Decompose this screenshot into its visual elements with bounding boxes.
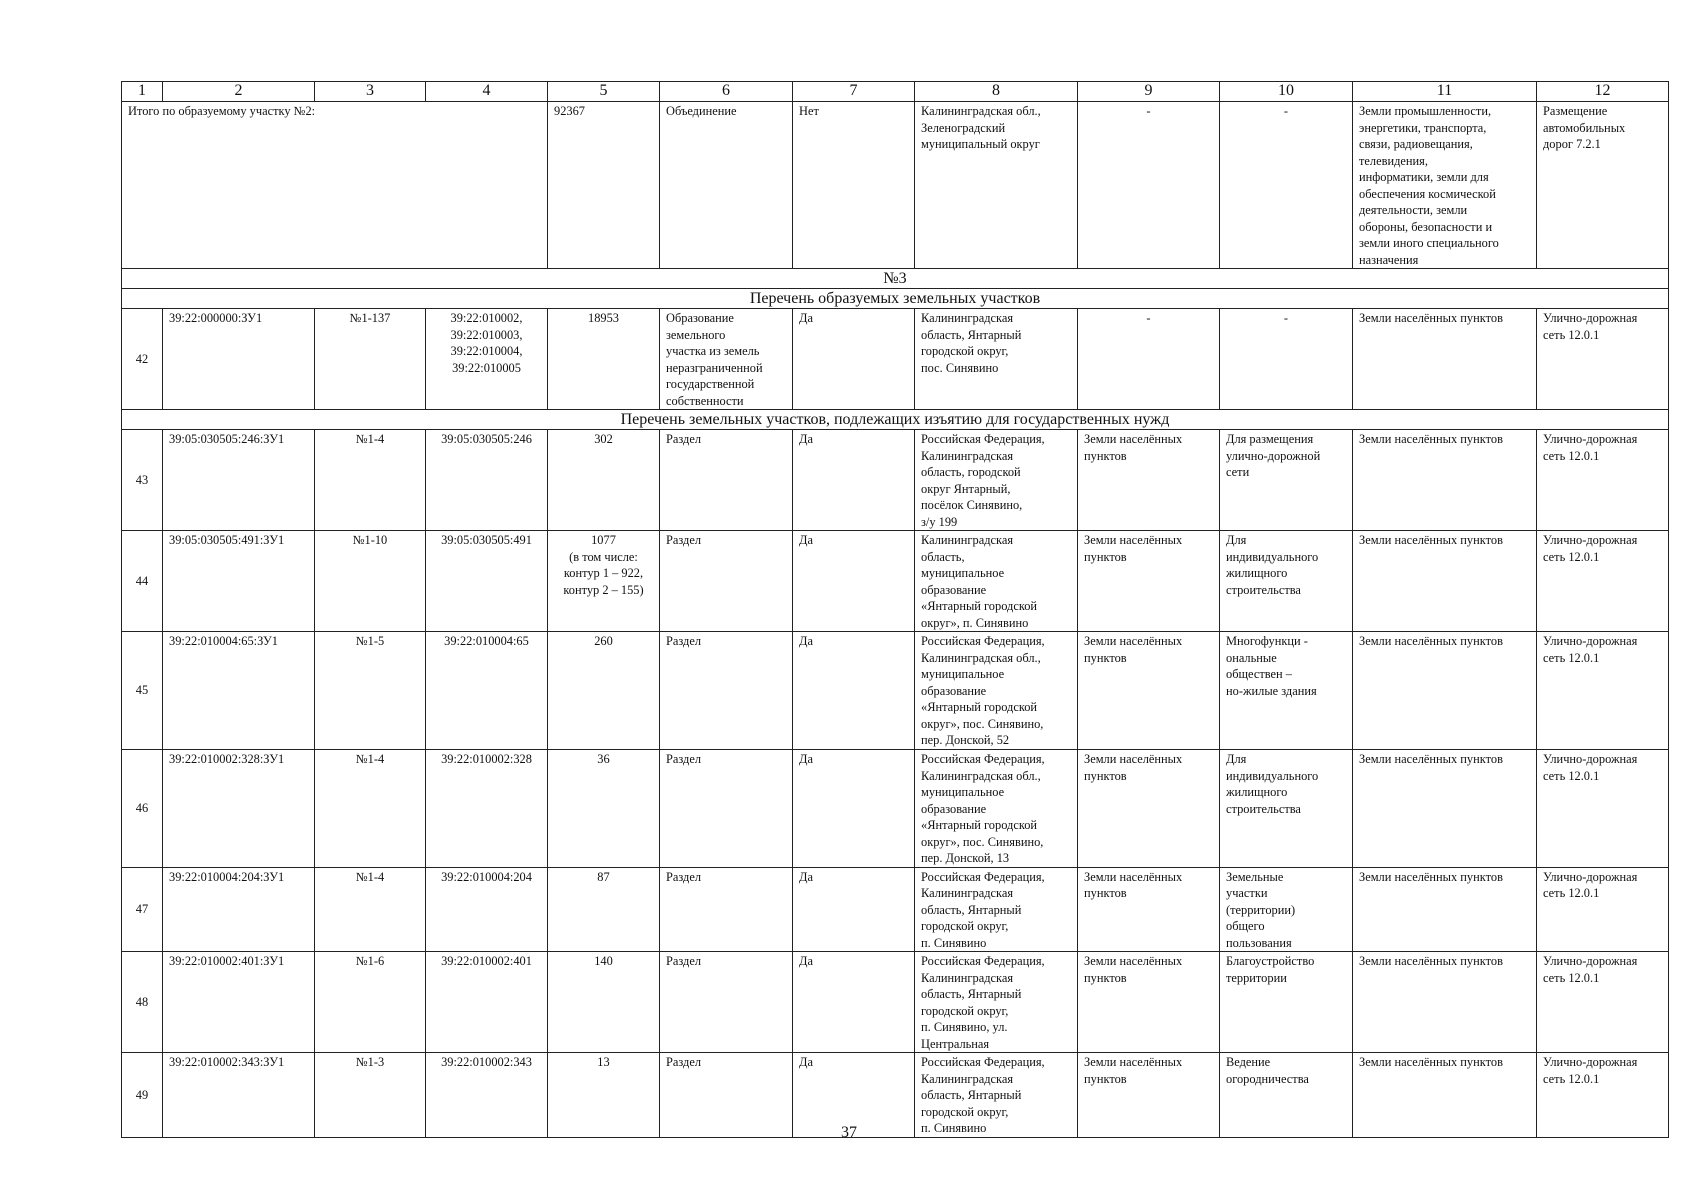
current-category: Земли населённых пунктов bbox=[1078, 952, 1220, 1053]
permitted-use: Улично-дорожная сеть 12.0.1 bbox=[1537, 531, 1669, 632]
total-col9: - bbox=[1078, 102, 1220, 269]
section-number: №3 bbox=[122, 269, 1669, 289]
formation-method: Образование земельного участка из земель неразграниченной государственной собственности bbox=[660, 309, 793, 410]
formation-method: Раздел bbox=[660, 952, 793, 1053]
current-use: Для индивидуального жилищного строительства bbox=[1220, 750, 1353, 868]
total-label: Итого по образуемому участку №2: bbox=[122, 102, 548, 269]
page-number: 37 bbox=[841, 1124, 857, 1141]
table-row bbox=[122, 952, 1669, 1053]
plot-area: 13 bbox=[548, 1053, 660, 1138]
flag: Да bbox=[793, 309, 915, 410]
current-use: Для индивидуального жилищного строительства bbox=[1220, 531, 1353, 632]
land-category: Земли населённых пунктов bbox=[1353, 750, 1537, 868]
header-cell: 6 bbox=[660, 82, 793, 102]
row-number: 47 bbox=[122, 867, 163, 952]
address: Российская Федерация, Калининградская обл., муниципальное образование «Янтарный городской округ», пос. Синявино, пер. Донской, 13 bbox=[915, 750, 1078, 868]
cadastral-number: 39:22:010004:65:ЗУ1 bbox=[163, 632, 315, 750]
current-category: Земли населённых пунктов bbox=[1078, 531, 1220, 632]
header-cell: 9 bbox=[1078, 82, 1220, 102]
total-method: Объединение bbox=[660, 102, 793, 269]
address: Российская Федерация, Калининградская область, городской округ Янтарный, посёлок Синявино, з/у 199 bbox=[915, 430, 1078, 531]
header-cell: 12 bbox=[1537, 82, 1669, 102]
point-range: №1-3 bbox=[315, 1053, 426, 1138]
formation-method: Раздел bbox=[660, 750, 793, 868]
header-cell: 1 bbox=[122, 82, 163, 102]
address: Российская Федерация, Калининградская область, Янтарный городской округ, п. Синявино, ул. Центральная bbox=[915, 952, 1078, 1053]
cadastral-number: 39:22:010004:204:ЗУ1 bbox=[163, 867, 315, 952]
total-col10: - bbox=[1220, 102, 1353, 269]
formation-method: Раздел bbox=[660, 632, 793, 750]
row-number: 46 bbox=[122, 750, 163, 868]
header-cell: 11 bbox=[1353, 82, 1537, 102]
address: Российская Федерация, Калининградская область, Янтарный городской округ, п. Синявино bbox=[915, 1053, 1078, 1138]
header-cell: 2 bbox=[163, 82, 315, 102]
total-address: Калининградская обл., Зеленоградский муниципальный округ bbox=[915, 102, 1078, 269]
cadastral-number: 39:22:010002:401:ЗУ1 bbox=[163, 952, 315, 1053]
point-range: №1-4 bbox=[315, 750, 426, 868]
permitted-use: Улично-дорожная сеть 12.0.1 bbox=[1537, 867, 1669, 952]
section-formed-title: Перечень образуемых земельных участков bbox=[122, 289, 1669, 309]
flag: Да bbox=[793, 632, 915, 750]
point-range: №1-4 bbox=[315, 867, 426, 952]
permitted-use: Улично-дорожная сеть 12.0.1 bbox=[1537, 430, 1669, 531]
current-category: - bbox=[1078, 309, 1220, 410]
cadastral-number: 39:05:030505:491:ЗУ1 bbox=[163, 531, 315, 632]
address: Калининградская область, Янтарный городской округ, пос. Синявино bbox=[915, 309, 1078, 410]
section-number-row bbox=[122, 269, 1669, 289]
permitted-use: Улично-дорожная сеть 12.0.1 bbox=[1537, 952, 1669, 1053]
plot-area: 140 bbox=[548, 952, 660, 1053]
current-use: Ведение огородничества bbox=[1220, 1053, 1353, 1138]
current-category: Земли населённых пунктов bbox=[1078, 1053, 1220, 1138]
total-row bbox=[122, 102, 1669, 269]
current-use: Для размещения улично-дорожной сети bbox=[1220, 430, 1353, 531]
point-range: №1-10 bbox=[315, 531, 426, 632]
table-row bbox=[122, 867, 1669, 952]
row-number: 44 bbox=[122, 531, 163, 632]
land-category: Земли населённых пунктов bbox=[1353, 867, 1537, 952]
current-use: Благоустройство территории bbox=[1220, 952, 1353, 1053]
row-number: 42 bbox=[122, 309, 163, 410]
source-plot: 39:22:010004:204 bbox=[426, 867, 548, 952]
cadastral-number: 39:22:000000:ЗУ1 bbox=[163, 309, 315, 410]
formation-method: Раздел bbox=[660, 867, 793, 952]
current-use: Земельные участки (территории) общего пользования bbox=[1220, 867, 1353, 952]
current-use: Многофункци - ональные обществен – но-жилые здания bbox=[1220, 632, 1353, 750]
header-cell: 3 bbox=[315, 82, 426, 102]
flag: Да bbox=[793, 430, 915, 531]
total-use: Размещение автомобильных дорог 7.2.1 bbox=[1537, 102, 1669, 269]
formation-method: Раздел bbox=[660, 430, 793, 531]
table-row bbox=[122, 309, 1669, 410]
cadastral-number: 39:05:030505:246:ЗУ1 bbox=[163, 430, 315, 531]
flag: Да bbox=[793, 1053, 915, 1138]
section-formed-row bbox=[122, 289, 1669, 309]
formation-method: Раздел bbox=[660, 1053, 793, 1138]
flag: Да bbox=[793, 867, 915, 952]
header-cell: 7 bbox=[793, 82, 915, 102]
total-category: Земли промышленности, энергетики, транспорта, связи, радиовещания, телевидения, информатики, земли для обеспечения космической деятельности, земли обороны, безопасности и земли иного специального назначения bbox=[1353, 102, 1537, 269]
section-seized-row bbox=[122, 410, 1669, 430]
current-category: Земли населённых пунктов bbox=[1078, 750, 1220, 868]
total-flag: Нет bbox=[793, 102, 915, 269]
address: Российская Федерация, Калининградская область, Янтарный городской округ, п. Синявино bbox=[915, 867, 1078, 952]
source-plot: 39:05:030505:246 bbox=[426, 430, 548, 531]
point-range: №1-5 bbox=[315, 632, 426, 750]
plot-area: 36 bbox=[548, 750, 660, 868]
current-category: Земли населённых пунктов bbox=[1078, 430, 1220, 531]
source-plot: 39:22:010002:401 bbox=[426, 952, 548, 1053]
flag: Да bbox=[793, 952, 915, 1053]
land-category: Земли населённых пунктов bbox=[1353, 531, 1537, 632]
plot-area: 260 bbox=[548, 632, 660, 750]
table-row bbox=[122, 531, 1669, 632]
formation-method: Раздел bbox=[660, 531, 793, 632]
land-category: Земли населённых пунктов bbox=[1353, 1053, 1537, 1138]
plot-area: 302 bbox=[548, 430, 660, 531]
row-number: 49 bbox=[122, 1053, 163, 1138]
cadastral-number: 39:22:010002:343:ЗУ1 bbox=[163, 1053, 315, 1138]
permitted-use: Улично-дорожная сеть 12.0.1 bbox=[1537, 309, 1669, 410]
row-number: 48 bbox=[122, 952, 163, 1053]
total-area: 92367 bbox=[548, 102, 660, 269]
header-cell: 10 bbox=[1220, 82, 1353, 102]
point-range: №1-4 bbox=[315, 430, 426, 531]
plot-area: 87 bbox=[548, 867, 660, 952]
land-category: Земли населённых пунктов bbox=[1353, 632, 1537, 750]
land-plots-table bbox=[121, 81, 1669, 1138]
plot-area: 18953 bbox=[548, 309, 660, 410]
flag: Да bbox=[793, 750, 915, 868]
source-plot: 39:05:030505:491 bbox=[426, 531, 548, 632]
cadastral-number: 39:22:010002:328:ЗУ1 bbox=[163, 750, 315, 868]
permitted-use: Улично-дорожная сеть 12.0.1 bbox=[1537, 1053, 1669, 1138]
table-row bbox=[122, 430, 1669, 531]
table-row bbox=[122, 632, 1669, 750]
current-category: Земли населённых пунктов bbox=[1078, 632, 1220, 750]
address: Калининградская область, муниципальное образование «Янтарный городской округ», п. Синявино bbox=[915, 531, 1078, 632]
point-range: №1-137 bbox=[315, 309, 426, 410]
table-row bbox=[122, 750, 1669, 868]
source-plot: 39:22:010002, 39:22:010003, 39:22:010004, 39:22:010005 bbox=[426, 309, 548, 410]
flag: Да bbox=[793, 531, 915, 632]
current-use: - bbox=[1220, 309, 1353, 410]
land-category: Земли населённых пунктов bbox=[1353, 952, 1537, 1053]
address: Российская Федерация, Калининградская обл., муниципальное образование «Янтарный городской округ», пос. Синявино, пер. Донской, 52 bbox=[915, 632, 1078, 750]
row-number: 43 bbox=[122, 430, 163, 531]
land-category: Земли населённых пунктов bbox=[1353, 309, 1537, 410]
permitted-use: Улично-дорожная сеть 12.0.1 bbox=[1537, 750, 1669, 868]
plot-area: 1077 (в том числе: контур 1 – 922, контур 2 – 155) bbox=[548, 531, 660, 632]
land-category: Земли населённых пунктов bbox=[1353, 430, 1537, 531]
permitted-use: Улично-дорожная сеть 12.0.1 bbox=[1537, 632, 1669, 750]
header-cell: 8 bbox=[915, 82, 1078, 102]
source-plot: 39:22:010002:343 bbox=[426, 1053, 548, 1138]
column-number-header-row bbox=[122, 82, 1669, 102]
header-cell: 4 bbox=[426, 82, 548, 102]
point-range: №1-6 bbox=[315, 952, 426, 1053]
section-seized-title: Перечень земельных участков, подлежащих изъятию для государственных нужд bbox=[122, 410, 1669, 430]
source-plot: 39:22:010002:328 bbox=[426, 750, 548, 868]
row-number: 45 bbox=[122, 632, 163, 750]
current-category: Земли населённых пунктов bbox=[1078, 867, 1220, 952]
source-plot: 39:22:010004:65 bbox=[426, 632, 548, 750]
header-cell: 5 bbox=[548, 82, 660, 102]
